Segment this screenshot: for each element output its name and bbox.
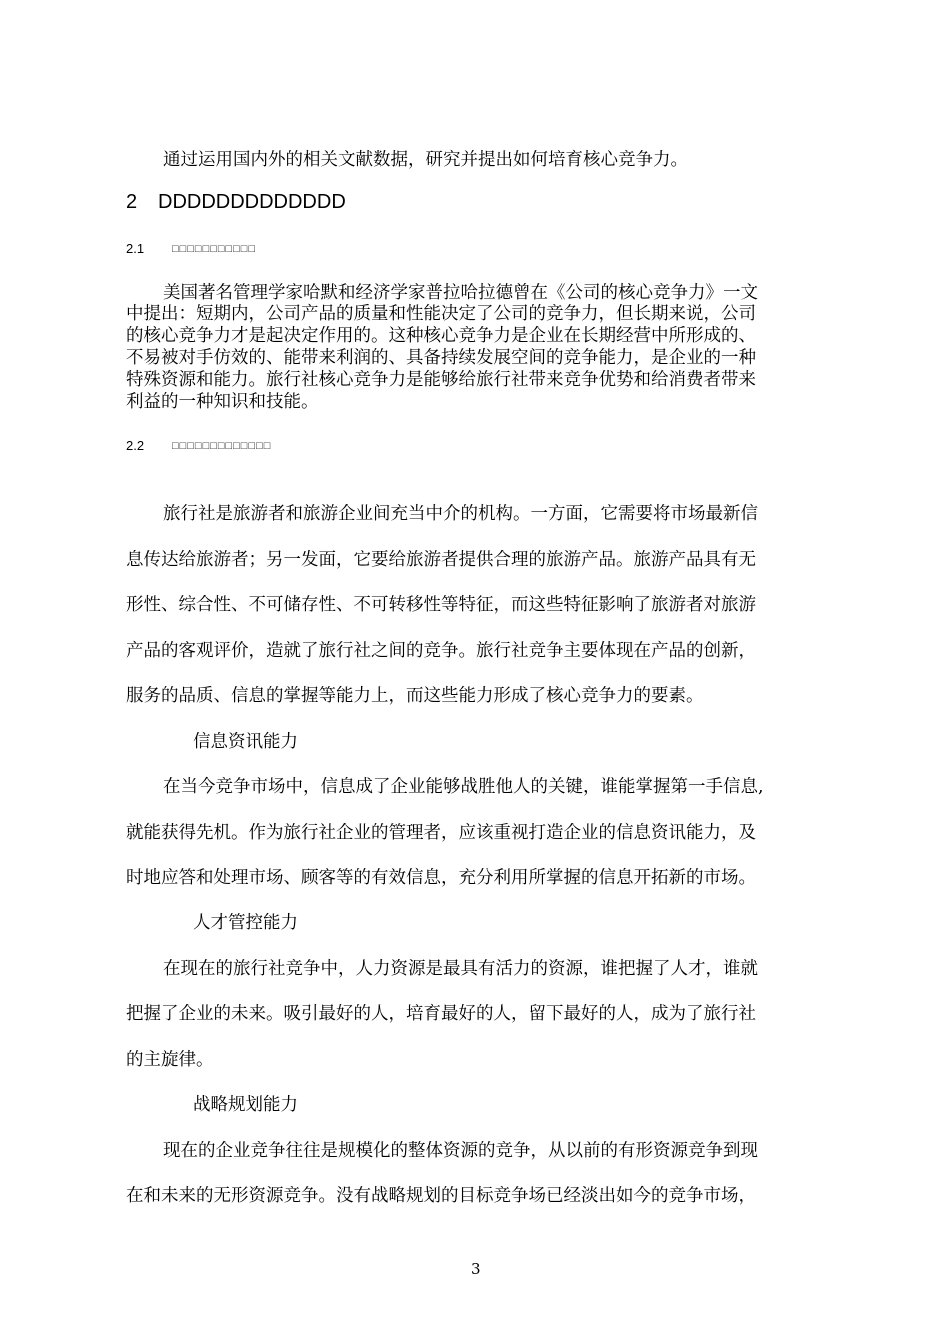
page-number: 3: [471, 1260, 481, 1278]
section-title: DDDDDDDDDDDDD: [158, 191, 346, 213]
paragraph-line: 利益的一种知识和技能。: [126, 392, 319, 412]
subsection-2-2-title: □□□□□□□□□□□□□: [172, 440, 272, 452]
paragraph-line: 在现在的旅行社竞争中，人力资源是最具有活力的资源，谁把握了人才，谁就: [163, 959, 758, 979]
paragraph-line: 中提出：短期内，公司产品的质量和性能决定了公司的竞争力，但长期来说，公司: [126, 304, 756, 324]
paragraph-line: 的核心竞争力才是起决定作用的。这种核心竞争力是企业在长期经营中所形成的、: [126, 326, 756, 346]
paragraph-line: 服务的品质、信息的掌握等能力上，而这些能力形成了核心竞争力的要素。: [126, 686, 704, 706]
paragraph-line: 现在的企业竞争往往是规模化的整体资源的竞争，从以前的有形资源竞争到现: [163, 1141, 758, 1161]
paragraph-line: 不易被对手仿效的、能带来利润的、具备持续发展空间的竞争能力，是企业的一种: [126, 348, 756, 368]
intro-line: 通过运用国内外的相关文献数据，研究并提出如何培育核心竞争力。: [163, 150, 688, 170]
paragraph-line: 旅行社是旅游者和旅游企业间充当中介的机构。一方面，它需要将市场最新信: [163, 504, 758, 524]
section-number: 2: [126, 191, 138, 213]
paragraph-line: 特殊资源和能力。旅行社核心竞争力是能够给旅行社带来竞争优势和给消费者带来: [126, 370, 756, 390]
paragraph-line: 息传达给旅游者；另一发面，它要给旅游者提供合理的旅游产品。旅游产品具有无: [126, 550, 756, 570]
subsection-2-1-title: □□□□□□□□□□□: [172, 243, 257, 255]
item-heading: 信息资讯能力: [193, 732, 298, 752]
paragraph-line: 时地应答和处理市场、顾客等的有效信息，充分利用所掌握的信息开拓新的市场。: [126, 868, 756, 888]
item-heading: 人才管控能力: [193, 913, 298, 933]
paragraph-line: 的主旋律。: [126, 1050, 214, 1070]
paragraph-line: 在当今竞争市场中，信息成了企业能够战胜他人的关键，谁能掌握第一手信息,: [163, 777, 764, 797]
item-heading: 战略规划能力: [193, 1095, 298, 1115]
subsection-2-2-number: 2.2: [126, 438, 145, 453]
paragraph-line: 在和未来的无形资源竞争。没有战略规划的目标竞争场已经淡出如今的竞争市场，: [126, 1186, 756, 1206]
paragraph-line: 产品的客观评价，造就了旅行社之间的竞争。旅行社竞争主要体现在产品的创新，: [126, 641, 756, 661]
subsection-2-1-number: 2.1: [126, 241, 145, 256]
paragraph-line: 形性、综合性、不可储存性、不可转移性等特征，而这些特征影响了旅游者对旅游: [126, 595, 756, 615]
paragraph-line: 美国著名管理学家哈默和经济学家普拉哈拉德曾在《公司的核心竞争力》一文: [163, 283, 758, 303]
paragraph-line: 就能获得先机。作为旅行社企业的管理者，应该重视打造企业的信息资讯能力，及: [126, 823, 756, 843]
paragraph-line: 把握了企业的未来。吸引最好的人，培育最好的人，留下最好的人，成为了旅行社: [126, 1004, 756, 1024]
